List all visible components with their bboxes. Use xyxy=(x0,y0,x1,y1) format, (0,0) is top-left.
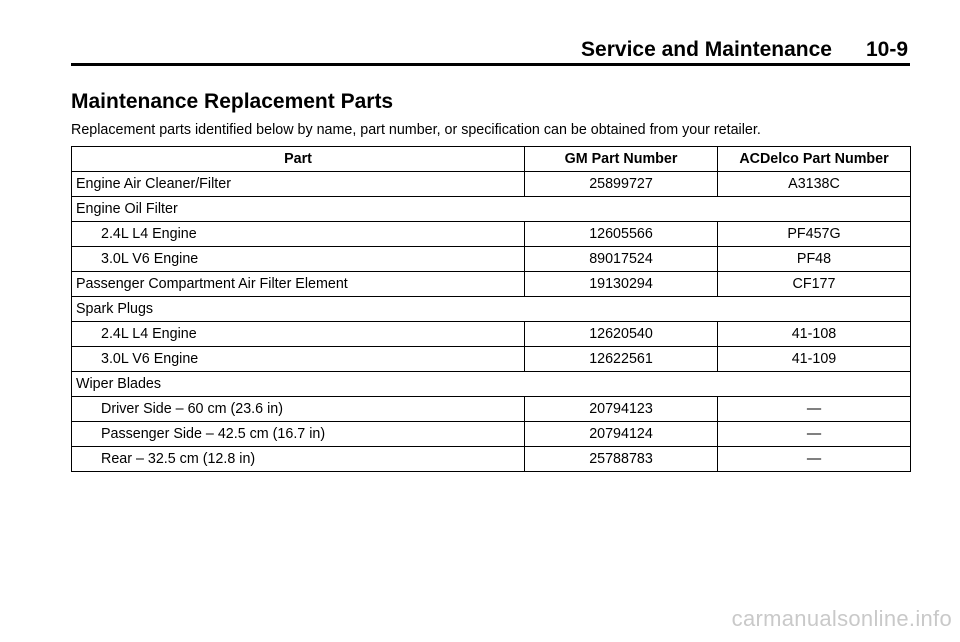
table-group-row xyxy=(72,197,911,222)
table-group-row xyxy=(72,297,911,322)
part-name-cell: Passenger Side – 42.5 cm (16.7 in) xyxy=(72,422,525,447)
table-row xyxy=(72,322,911,347)
acdelco-part-number-cell: PF48 xyxy=(718,247,911,272)
part-name-cell: 3.0L V6 Engine xyxy=(72,247,525,272)
header-page-number: 10-9 xyxy=(865,38,908,61)
part-name-cell: Passenger Compartment Air Filter Element xyxy=(72,272,525,297)
section-title: Maintenance Replacement Parts xyxy=(71,90,394,113)
page-header xyxy=(581,38,908,62)
table-row xyxy=(72,172,911,197)
gm-part-number-cell: 20794124 xyxy=(525,422,718,447)
part-group-cell: Wiper Blades xyxy=(72,372,911,397)
acdelco-part-number-cell: 41-109 xyxy=(718,347,911,372)
table-row xyxy=(72,397,911,422)
acdelco-part-number-cell: — xyxy=(718,422,911,447)
gm-part-number-cell: 25899727 xyxy=(525,172,718,197)
table-group-row xyxy=(72,372,911,397)
acdelco-part-number-cell: PF457G xyxy=(718,222,911,247)
gm-part-number-cell: 20794123 xyxy=(525,397,718,422)
acdelco-part-number-cell: 41-108 xyxy=(718,322,911,347)
part-name-cell: 2.4L L4 Engine xyxy=(72,222,525,247)
gm-part-number-cell: 12622561 xyxy=(525,347,718,372)
header-section-title: Service and Maintenance xyxy=(581,38,832,61)
column-header-acdelco-part-number: ACDelco Part Number xyxy=(718,147,911,172)
parts-table xyxy=(71,146,911,472)
table-row xyxy=(72,222,911,247)
table-row xyxy=(72,422,911,447)
table-row xyxy=(72,272,911,297)
part-name-cell: Rear – 32.5 cm (12.8 in) xyxy=(72,447,525,472)
gm-part-number-cell: 25788783 xyxy=(525,447,718,472)
part-name-cell: Engine Air Cleaner/Filter xyxy=(72,172,525,197)
gm-part-number-cell: 89017524 xyxy=(525,247,718,272)
part-group-cell: Spark Plugs xyxy=(72,297,911,322)
part-name-cell: 2.4L L4 Engine xyxy=(72,322,525,347)
acdelco-part-number-cell: — xyxy=(718,447,911,472)
acdelco-part-number-cell: CF177 xyxy=(718,272,911,297)
part-group-cell: Engine Oil Filter xyxy=(72,197,911,222)
acdelco-part-number-cell: — xyxy=(718,397,911,422)
column-header-part: Part xyxy=(72,147,525,172)
gm-part-number-cell: 12605566 xyxy=(525,222,718,247)
table-row xyxy=(72,447,911,472)
part-name-cell: Driver Side – 60 cm (23.6 in) xyxy=(72,397,525,422)
table-row xyxy=(72,247,911,272)
intro-paragraph: Replacement parts identified below by name, part number, or specification can be obtained from your retailer. xyxy=(71,122,761,138)
acdelco-part-number-cell: A3138C xyxy=(718,172,911,197)
table-row xyxy=(72,347,911,372)
part-name-cell: 3.0L V6 Engine xyxy=(72,347,525,372)
table-header-row xyxy=(72,147,911,172)
gm-part-number-cell: 19130294 xyxy=(525,272,718,297)
header-rule xyxy=(71,63,910,66)
gm-part-number-cell: 12620540 xyxy=(525,322,718,347)
column-header-gm-part-number: GM Part Number xyxy=(525,147,718,172)
watermark: carmanualsonline.info xyxy=(731,606,952,631)
